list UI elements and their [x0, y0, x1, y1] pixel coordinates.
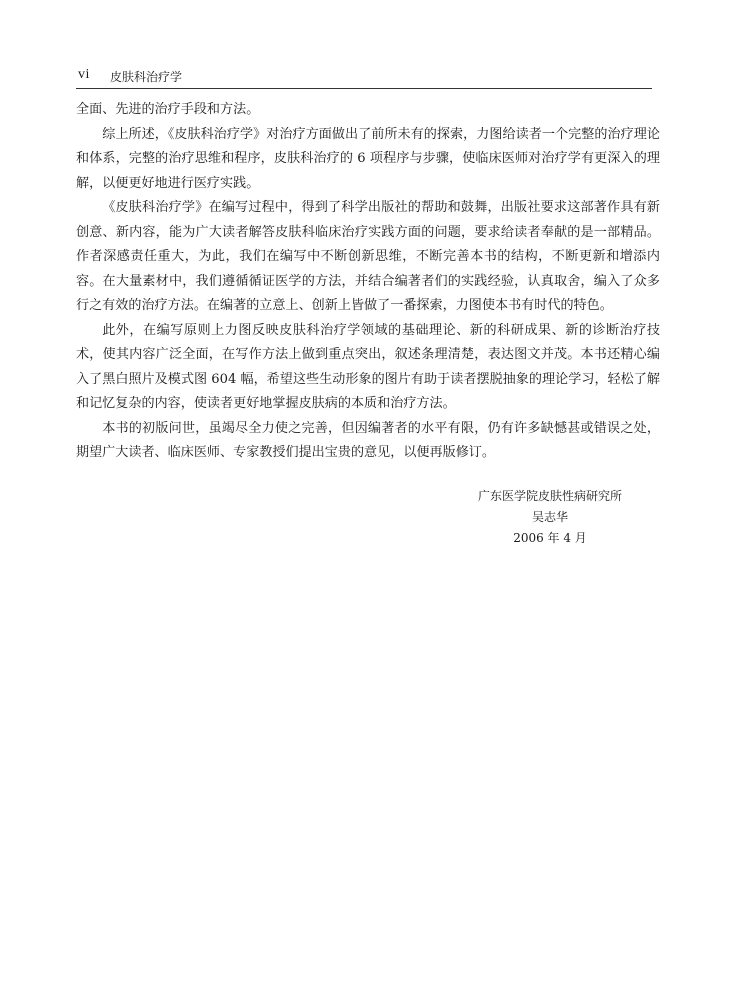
header-book-title: 皮肤科治疗学: [110, 70, 183, 84]
paragraph-principles: 此外，在编写原则上力图反映皮肤科治疗学领域的基础理论、新的科研成果、新的诊断治疗技术，使其内容广泛全面，在写作方法上做到重点突出，叙述条理清楚，表达图文并茂。本书还精心编入了黑白照片及模式图 604 幅，希望这些生动形象的图片有助于读者摆脱抽象的理论学习，轻松了解和记忆复杂的内容，使读者更好地掌握皮肤病的本质和治疗方法。: [76, 322, 660, 411]
paragraph-writing-process: 《皮肤科治疗学》在编写过程中，得到了科学出版社的帮助和鼓舞，出版社要求这部著作具有新创意、新内容，能为广大读者解答皮肤科临床治疗实践方面的问题，要求给读者奉献的是一部精品。作者深感责任重大，为此，我们在编写中不断创新思维，不断完善本书的结构，不断更新和增添内容。在大量素材中，我们遵循循证医学的方法，并结合编著者们的实践经验，认真取舍，编入了众多行之有效的治疗方法。在编著的立意上、创新上皆做了一番探索，力图使本书有时代的特色。: [76, 200, 660, 313]
preface-body: [76, 98, 660, 466]
running-header: [76, 64, 652, 89]
signature-institution: 广东医学院皮肤性病研究所: [477, 489, 622, 503]
paragraph-summary: 综上所述，《皮肤科治疗学》对治疗方面做出了前所未有的探索，力图给读者一个完整的治疗理论和体系，完整的治疗思维和程序，皮肤科治疗的 6 项程序与步骤，使临床医师对治疗学有更深入的理解，以便更好地进行医疗实践。: [76, 126, 660, 191]
paragraph-closing: 本书的初版问世，虽竭尽全力使之完善，但因编著者的水平有限，仍有许多缺憾甚或错误之处，期望广大读者、临床医师、专家教授们提出宝贵的意见，以便再版修订。: [76, 420, 660, 460]
header-page-number: vi: [78, 67, 90, 82]
signature-block: [460, 486, 640, 549]
paragraph-continuation: 全面、先进的治疗手段和方法。: [76, 102, 260, 117]
signature-date: 2006 年 4 月: [513, 531, 587, 545]
signature-author: 吴志华: [531, 510, 568, 524]
